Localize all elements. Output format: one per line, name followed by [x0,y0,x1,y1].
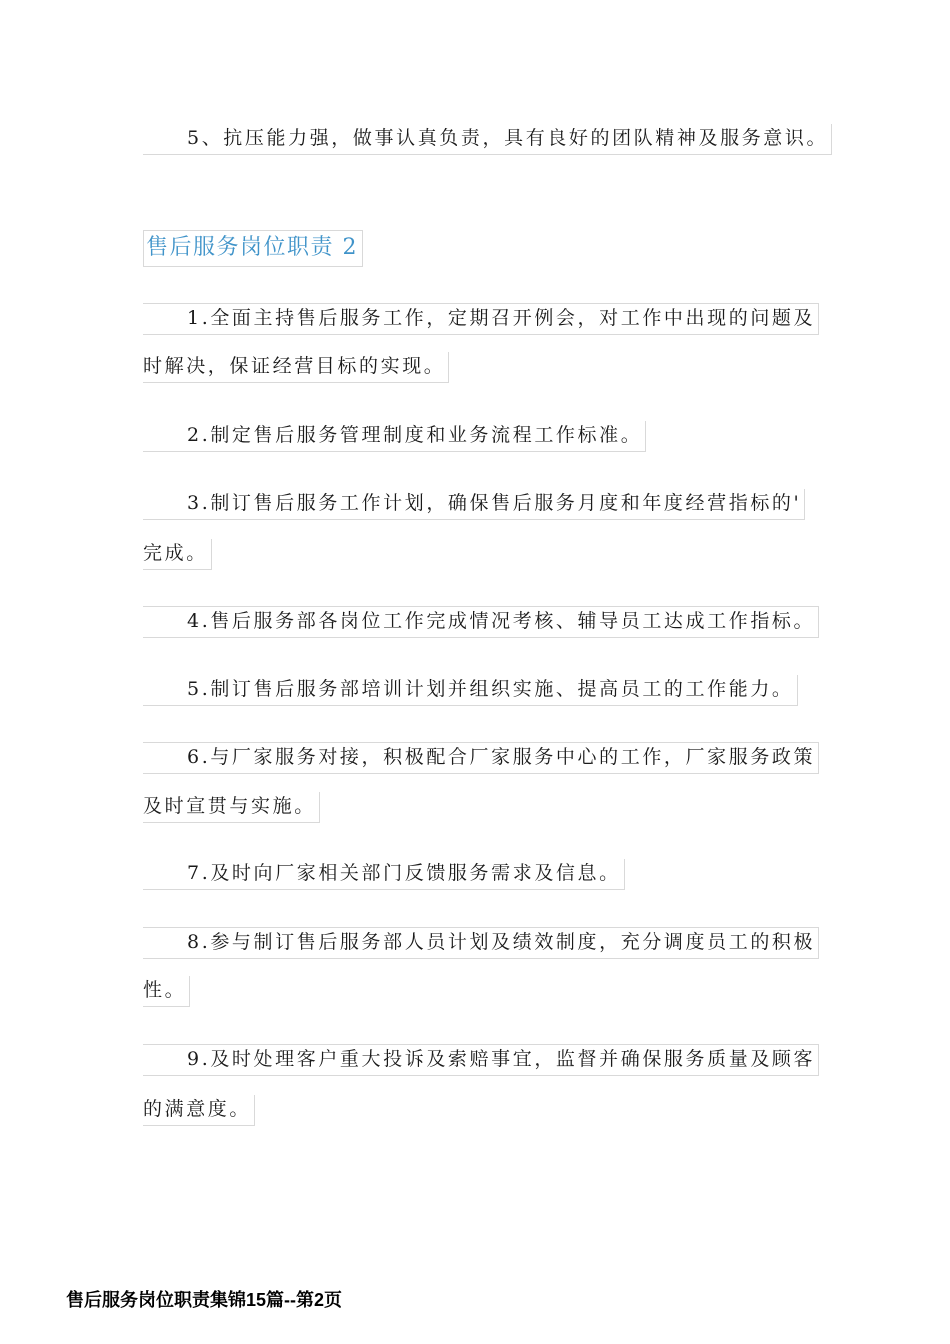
duty-1-line-1: 1.全面主持售后服务工作，定期召开例会，对工作中出现的问题及 [143,303,819,335]
section-heading: 售后服务岗位职责 2 [143,230,363,267]
duty-4-line-1: 4.售后服务部各岗位工作完成情况考核、辅导员工达成工作指标。 [143,606,819,638]
duty-7-line-1: 7.及时向厂家相关部门反馈服务需求及信息。 [143,859,625,890]
duty-1-line-2: 时解决，保证经营目标的实现。 [143,352,449,383]
duty-8-line-1: 8.参与制订售后服务部人员计划及绩效制度，充分调度员工的积极 [143,927,819,959]
duty-6-line-1: 6.与厂家服务对接，积极配合厂家服务中心的工作，厂家服务政策 [143,742,819,774]
duty-3-line-1: 3.制订售后服务工作计划，确保售后服务月度和年度经营指标的' [143,489,805,520]
duty-2-line-1: 2.制定售后服务管理制度和业务流程工作标准。 [143,421,646,452]
duty-5-line-1: 5.制订售后服务部培训计划并组织实施、提高员工的工作能力。 [143,675,798,706]
top-item-text: 5、抗压能力强，做事认真负责，具有良好的团队精神及服务意识。 [143,124,832,155]
duty-9-line-1: 9.及时处理客户重大投诉及索赔事宜，监督并确保服务质量及顾客 [143,1044,819,1076]
duty-8-line-2: 性。 [143,976,190,1007]
duty-9-line-2: 的满意度。 [143,1095,255,1126]
page-footer: 售后服务岗位职责集锦15篇--第2页 [66,1290,343,1310]
duty-6-line-2: 及时宣贯与实施。 [143,792,320,823]
duty-3-line-2: 完成。 [143,539,212,570]
